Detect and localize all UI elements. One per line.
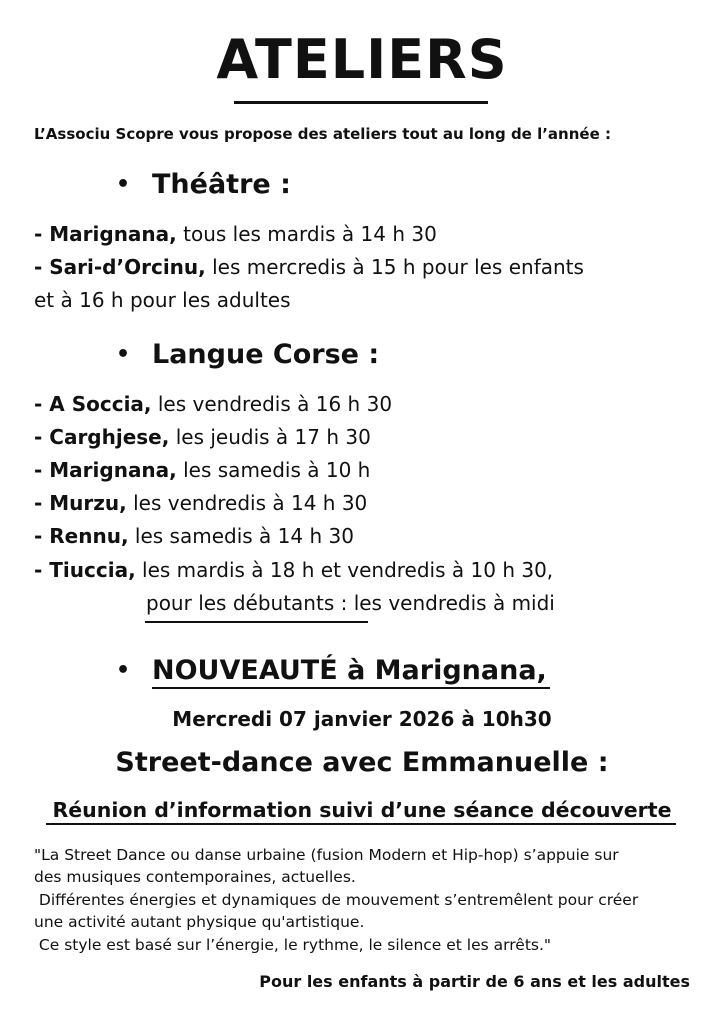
corse-schedule: les vendredis à 16 h 30	[151, 392, 393, 416]
corse-heading: Langue Corse :	[152, 339, 380, 370]
corse-schedule: les jeudis à 17 h 30	[169, 425, 371, 449]
bullet-icon: •	[116, 658, 131, 683]
bullet-icon: •	[116, 342, 131, 367]
debutants-line	[146, 590, 555, 616]
theatre-line	[34, 221, 437, 247]
corse-line: - Marignana, les samedis à 10 h	[34, 458, 371, 482]
debutants-label: pour les débutants	[146, 591, 335, 615]
corse-place: Murzu,	[49, 491, 127, 515]
corse-line: - A Soccia, les vendredis à 16 h 30	[34, 392, 393, 416]
theatre-schedule: tous les mardis à 14 h 30	[176, 222, 437, 246]
corse-line: - Rennu, les samedis à 14 h 30	[34, 524, 354, 548]
nouveaute-underline	[152, 687, 550, 689]
theatre-line	[34, 254, 584, 280]
corse-line: - Tiuccia, les mardis à 18 h et vendredis à 10 h 30,	[34, 558, 554, 582]
theatre-heading: Théâtre :	[152, 169, 291, 200]
description-line: Différentes énergies et dynamiques de mouvement s’entremêlent pour créer	[34, 891, 639, 909]
theatre-place: - Marignana,	[34, 222, 177, 246]
description-line: des musiques contemporaines, actuelles.	[34, 868, 356, 886]
corse-schedule: les vendredis à 14 h 30	[126, 491, 368, 515]
corse-place: Rennu,	[49, 524, 129, 548]
description-line: une activité autant physique qu'artistique.	[34, 913, 365, 931]
intro-text: L’Associu Scopre vous propose des ateliers tout au long de l’année :	[34, 125, 611, 143]
debutants-schedule: : les vendredis à midi	[334, 591, 555, 615]
description-line: "La Street Dance ou danse urbaine (fusion Modern et Hip-hop) s’appuie sur	[34, 846, 619, 864]
reunion-text: Réunion d’information suivi d’une séance découverte	[52, 798, 672, 822]
description-line: Ce style est basé sur l’énergie, le rythme, le silence et les arrêts."	[34, 936, 552, 954]
bullet-icon: •	[116, 172, 131, 197]
corse-line: - Carghjese, les jeudis à 17 h 30	[34, 425, 371, 449]
corse-line: - Murzu, les vendredis à 14 h 30	[34, 491, 368, 515]
corse-place: Carghjese,	[49, 425, 170, 449]
corse-schedule: les samedis à 14 h 30	[128, 524, 354, 548]
reunion-underline	[46, 823, 676, 825]
corse-place: A Soccia,	[49, 392, 152, 416]
debutants-underline	[145, 621, 368, 623]
corse-place: Tiuccia,	[49, 558, 136, 582]
corse-schedule: les mardis à 18 h et vendredis à 10 h 30,	[135, 558, 554, 582]
nouveaute-heading: NOUVEAUTÉ à Marignana,	[152, 655, 547, 686]
corse-place: Marignana,	[49, 458, 177, 482]
theatre-continuation: et à 16 h pour les adultes	[34, 288, 291, 312]
theatre-schedule: les mercredis à 15 h pour les enfants	[205, 255, 584, 279]
event-subtitle: Street-dance avec Emmanuelle :	[115, 747, 609, 778]
theatre-place: - Sari-d’Orcinu,	[34, 255, 206, 279]
audience-text: Pour les enfants à partir de 6 ans et les adultes	[259, 972, 690, 991]
event-date: Mercredi 07 janvier 2026 à 10h30	[172, 707, 552, 731]
corse-schedule: les samedis à 10 h	[176, 458, 371, 482]
title-underline	[234, 101, 488, 104]
page-title: ATELIERS	[216, 28, 508, 91]
